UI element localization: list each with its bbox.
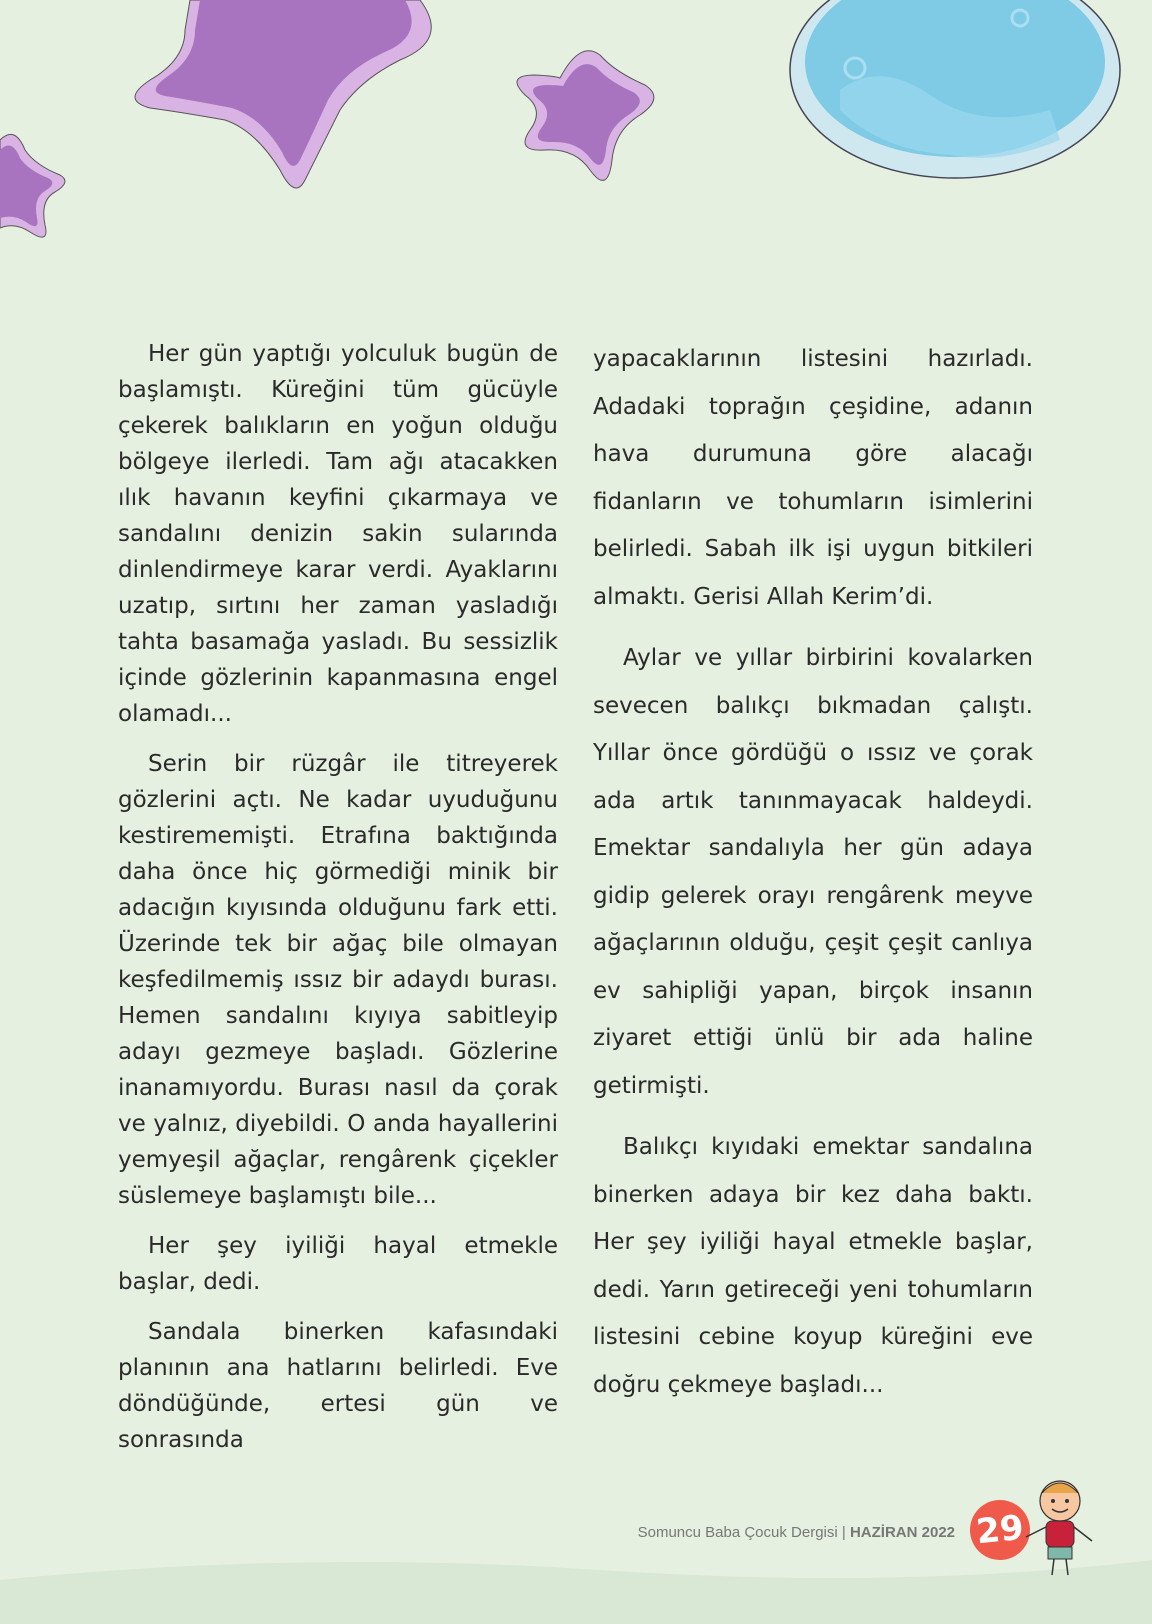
child-mascot-icon [1020, 1475, 1100, 1585]
paragraph: yapacaklarının listesini hazırladı. Adadaki toprağın çeşidine, adanın hava durumuna göre alacağı fidanların ve tohumların isimlerini belirledi. Sabah ilk işi uygun bitkileri almaktı. Gerisi Allah Kerim’di. [593, 346, 1033, 610]
paragraph: Her şey iyiliği hayal etmekle başlar, dedi. [118, 1233, 558, 1295]
footer-separator: | [841, 1524, 846, 1541]
paragraph: Serin bir rüzgâr ile titreyerek gözlerini açtı. Ne kadar uyuduğunu kestirememişti. Etrafına baktığında daha önce hiç görmediği minik bir adacığın kıyısında olduğunu fark etti. Üzerinde tek bir ağaç bile olmayan keşfedilmemiş ıssız bir adaydı burası. Hemen sandalını kıyıya sabitleyip adayı gezmeye başladı. Gözlerine inanamıyordu. Burası nasıl da çorak ve yalnız, diyebildi. O anda hayallerini yemyeşil ağaçlar, rengârenk çiçekler süslemeye başlamıştı bile... [118, 751, 558, 1209]
paragraph: Aylar ve yıllar birbirini kovalarken sevecen balıkçı bıkmadan çalıştı. Yıllar önce gördüğü o ıssız ve çorak ada artık tanınmayacak haldeydi. Emektar sandalıyla her gün adaya gidip gelerek orayı rengârenk meyve ağaçlarının olduğu, çeşit çeşit canlıya ev sahipliği yapan, birçok insanın ziyaret ettiği ünlü bir ada haline getirmişti. [593, 645, 1033, 1099]
starfish-icon [517, 51, 654, 181]
paragraph: Sandala binerken kafasındaki planının ana hatlarını belirledi. Eve döndüğünde, ertesi gün ve sonrasında [118, 1319, 558, 1453]
text-column-left [118, 336, 558, 1472]
starfish-icon [135, 0, 431, 188]
bubble-icon [790, 0, 1120, 178]
magazine-name: Somuncu Baba Çocuk Dergisi [637, 1524, 838, 1541]
page-number: 29 [967, 1497, 1033, 1563]
paragraph: Balıkçı kıyıdaki emektar sandalına binerken adaya bir kez daha baktı. Her şey iyiliği hayal etmekle başlar, dedi. Yarın getireceği yeni tohumların listesini cebine koyup küreğini eve doğru çekmeye başladı... [593, 1134, 1033, 1398]
page-footer [560, 1524, 955, 1541]
paragraph: Her gün yaptığı yolculuk bugün de başlamıştı. Küreğini tüm gücüyle çekerek balıkların en yoğun olduğu bölgeye ilerledi. Tam ağı atacakken ılık havanın keyfini çıkarmaya ve sandalını denizin sakin sularında dinlendirmeye karar verdi. Ayaklarını uzatıp, sırtını her zaman yasladığı tahta basamağa yasladı. Bu sessizlik içinde gözlerinin kapanmasına engel olamadı... [118, 341, 558, 727]
text-column-right [593, 336, 1033, 1423]
sea-decoration [0, 0, 1152, 320]
starfish-icon [0, 134, 65, 237]
issue-date: HAZİRAN 2022 [849, 1524, 955, 1541]
